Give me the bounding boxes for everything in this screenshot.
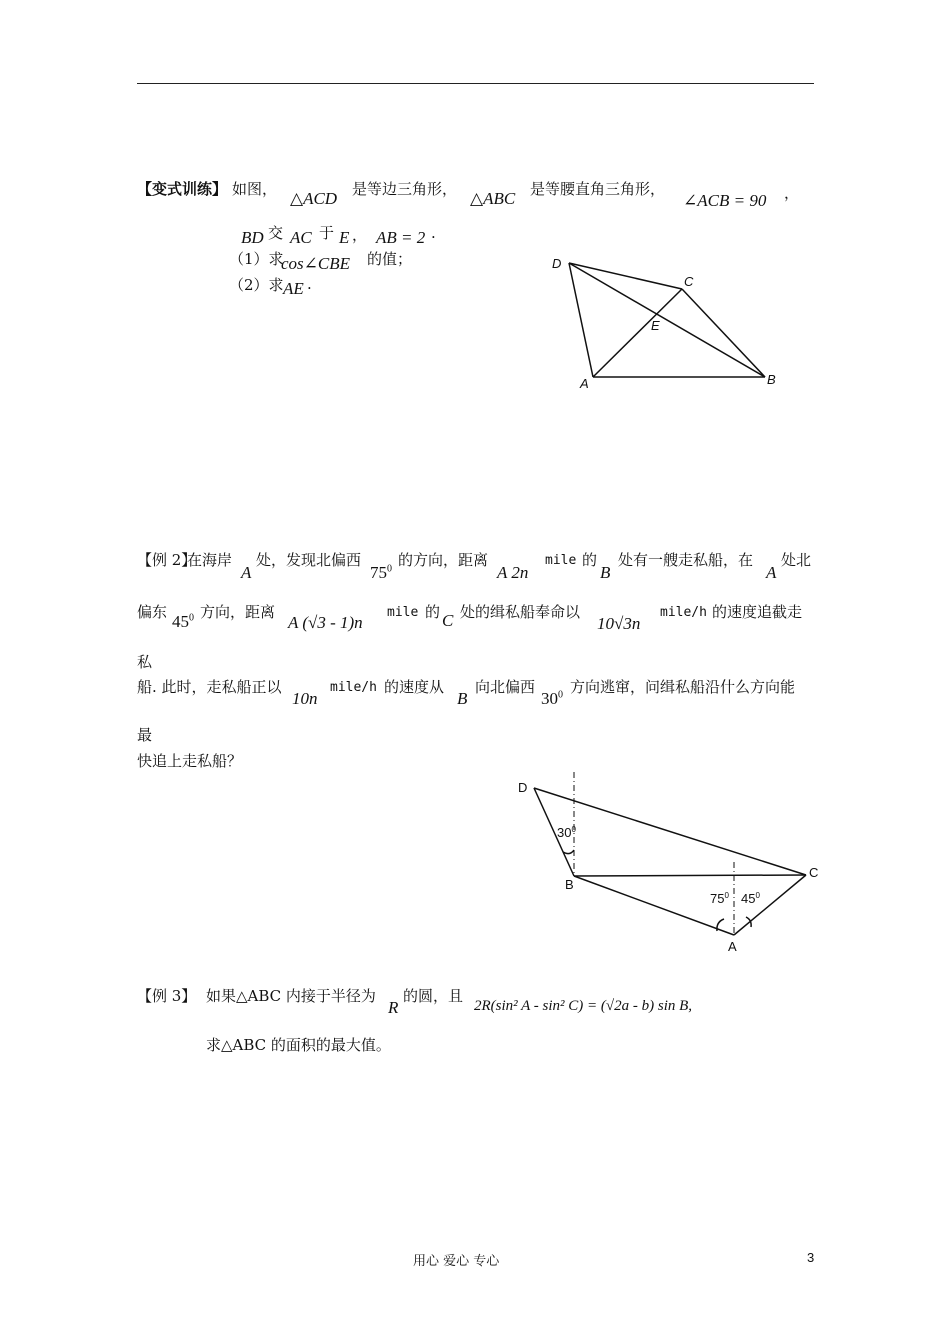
point-label-b: B [767, 372, 776, 387]
text: 的 [582, 551, 598, 569]
point-label-e: E [651, 318, 660, 333]
point-label-d: D [518, 780, 528, 795]
text: · [431, 228, 436, 246]
point-label-c: C [809, 865, 819, 880]
text: 如果△ABC 内接于半径为 [206, 987, 376, 1005]
footer-slogan: 用心 爱心 专心 [413, 1254, 500, 1269]
question-2-label: （2）求 [229, 276, 284, 294]
text: 方向，距离 [200, 603, 276, 621]
math-ae: AE [283, 279, 304, 298]
math-45-deg: $45^0$ [172, 612, 194, 631]
text: 的方向，距离 [398, 551, 489, 569]
segment-bc [574, 875, 806, 876]
text: ， [784, 184, 800, 202]
math-speed-10n: 10n [292, 689, 318, 708]
math-ab-2: AB = 2 [376, 228, 426, 247]
math-angle-acb: ∠ACB = 90 [683, 191, 767, 210]
navigation-figure [510, 770, 830, 960]
math-75-deg: $75^0$ [370, 563, 392, 582]
text: 私 [137, 653, 153, 671]
math-distance: A (√3 - 1)n [288, 613, 363, 632]
math-speed-10root3n: 10√3n [597, 614, 641, 633]
math-bd: BD [241, 228, 264, 247]
math-c: C [442, 611, 454, 630]
unit-mile: mile [545, 553, 577, 568]
text: 求△ABC 的面积的最大值。 [206, 1036, 391, 1054]
text: 的圆，且 [403, 987, 464, 1005]
text: 的值； [367, 250, 413, 268]
example-3-heading: 【例 3】 [137, 987, 197, 1005]
math-r: R [388, 998, 399, 1017]
math-a: A [241, 563, 252, 582]
text: 的速度追截走 [712, 603, 803, 621]
angle-label-45: $45^0$ [741, 891, 760, 906]
text: 快追上走私船？ [137, 752, 243, 770]
header-rule [137, 83, 814, 84]
page-number: 3 [807, 1250, 815, 1265]
math-triangle-acd: △ACD [290, 189, 338, 208]
point-label-a: A [580, 376, 589, 391]
segment-cb [682, 289, 765, 377]
math-30-deg: $30^0$ [541, 689, 563, 708]
text: 处的缉私船奉命以 [460, 603, 581, 621]
point-label-a: A [728, 939, 737, 954]
text: 是等腰直角三角形， [530, 180, 666, 198]
text: 是等边三角形， [352, 180, 458, 198]
angle-label-75: $75^0$ [710, 891, 729, 906]
math-triangle-abc: △ABC [470, 189, 516, 208]
text: 处，发现北偏西 [256, 551, 362, 569]
text: 于 [319, 224, 335, 242]
quadrilateral-figure [540, 250, 800, 400]
text: 处北 [781, 551, 812, 569]
exercise-heading: 【变式训练】 [137, 180, 228, 198]
unit-mile: mile [387, 605, 419, 620]
segment-dc [569, 263, 682, 289]
text: 船. 此时，走私船正以 [137, 678, 282, 696]
math-a: A [766, 563, 777, 582]
text: 偏东 [137, 603, 168, 621]
text: 的 [425, 603, 441, 621]
unit-mile-per-hour: mile/h [330, 680, 377, 695]
text: 处有一艘走私船，在 [618, 551, 754, 569]
math-a-2n: A 2n [497, 563, 529, 582]
text: ， [352, 226, 368, 244]
text: 在海岸 [187, 551, 233, 569]
segment-da [569, 263, 593, 377]
angle-label-30: $30^0$ [557, 825, 576, 840]
segment-db [569, 263, 765, 377]
text: 最 [137, 726, 153, 744]
point-label-d: D [552, 256, 562, 271]
text: 的速度从 [384, 678, 445, 696]
math-e: E [339, 228, 350, 247]
text: 交 [268, 224, 284, 242]
math-formula: 2R(sin² A - sin² C) = (√2a - b) sin B, [474, 998, 693, 1014]
example-2-heading: 【例 2】 [137, 551, 197, 569]
point-label-b: B [565, 877, 574, 892]
text: 方向逃窜，问缉私船沿什么方向能 [570, 678, 796, 696]
question-1-label: （1）求 [229, 250, 284, 268]
text: 向北偏西 [475, 678, 536, 696]
text: 如图， [232, 180, 278, 198]
angle-arc-30 [563, 850, 574, 854]
text: · [307, 279, 312, 297]
math-ac: AC [290, 228, 312, 247]
math-cos-cbe: cos∠CBE [281, 254, 351, 273]
unit-mile-per-hour: mile/h [660, 605, 707, 620]
math-b: B [457, 689, 468, 708]
math-b: B [600, 563, 611, 582]
point-label-c: C [684, 274, 694, 289]
